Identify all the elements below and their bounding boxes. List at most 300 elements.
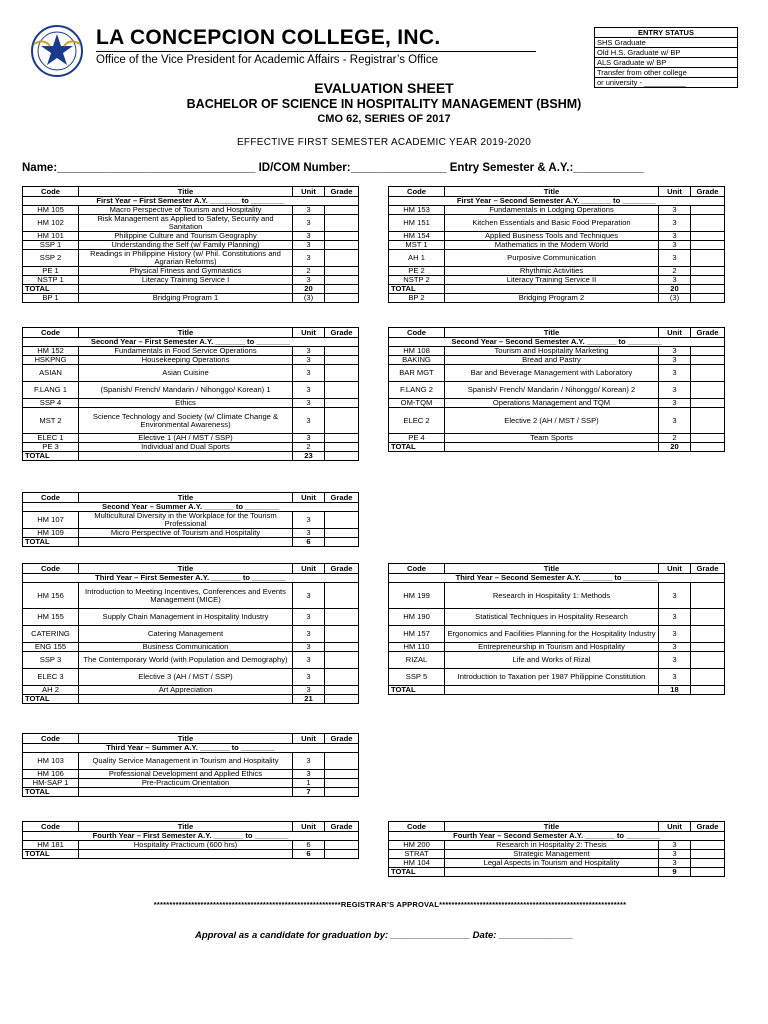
course-code: HM 101 <box>23 232 79 241</box>
column-header-code: Code <box>389 187 445 197</box>
course-row <box>389 643 725 652</box>
grade-cell[interactable] <box>691 652 725 669</box>
course-row <box>389 241 725 250</box>
grade-cell[interactable] <box>691 382 725 399</box>
course-row <box>23 669 359 686</box>
grade-cell[interactable] <box>325 850 359 859</box>
grade-cell[interactable] <box>325 382 359 399</box>
grade-cell[interactable] <box>691 206 725 215</box>
semester-heading: Fourth Year – First Semester A.Y. _______ to ________ <box>23 832 359 841</box>
grade-cell[interactable] <box>325 626 359 643</box>
grade-cell[interactable] <box>325 215 359 232</box>
grade-cell[interactable] <box>691 583 725 609</box>
entry-status-option[interactable]: ALS Graduate w/ BP <box>595 58 737 68</box>
total-row <box>23 285 359 294</box>
course-unit: 3 <box>659 232 691 241</box>
course-unit: 3 <box>659 399 691 408</box>
course-title: Statistical Techniques in Hospitality Research <box>445 609 659 626</box>
grade-cell[interactable] <box>325 285 359 294</box>
course-unit: 2 <box>659 434 691 443</box>
grade-cell[interactable] <box>691 241 725 250</box>
column-header-grade: Grade <box>691 328 725 338</box>
grade-cell[interactable] <box>325 770 359 779</box>
course-title: Mathematics in the Modern World <box>445 241 659 250</box>
course-title: Introduction to Meeting Incentives, Conferences and Events Management (MICE) <box>79 583 293 609</box>
grade-cell[interactable] <box>325 695 359 704</box>
entry-status-option[interactable]: Old H.S. Graduate w/ BP <box>595 48 737 58</box>
column-header-row <box>23 328 359 338</box>
grade-cell[interactable] <box>325 443 359 452</box>
grade-cell[interactable] <box>325 841 359 850</box>
course-row <box>389 206 725 215</box>
course-row <box>23 206 359 215</box>
course-row <box>23 652 359 669</box>
column-header-code: Code <box>23 734 79 744</box>
course-title: Asian Cuisine <box>79 365 293 382</box>
grade-cell[interactable] <box>325 538 359 547</box>
cmo-title: CMO 62, SERIES OF 2017 <box>317 113 451 125</box>
grade-cell[interactable] <box>325 686 359 695</box>
grade-cell[interactable] <box>325 753 359 770</box>
course-code: NSTP 1 <box>23 276 79 285</box>
semester-table-y1s1 <box>22 186 359 303</box>
course-row <box>389 859 725 868</box>
course-unit: 3 <box>293 215 325 232</box>
course-row <box>23 609 359 626</box>
course-code: HM 110 <box>389 643 445 652</box>
course-row <box>389 669 725 686</box>
grade-cell[interactable] <box>325 779 359 788</box>
course-unit: 3 <box>659 850 691 859</box>
semester-heading: Third Year – Summer A.Y. _______ to ________ <box>23 744 359 753</box>
course-row <box>389 850 725 859</box>
course-code: SSP 2 <box>23 250 79 267</box>
course-code: HM 152 <box>23 347 79 356</box>
grade-cell[interactable] <box>691 443 725 452</box>
course-row <box>389 267 725 276</box>
course-code: TOTAL <box>23 788 79 797</box>
course-row <box>23 753 359 770</box>
grade-cell[interactable] <box>691 859 725 868</box>
course-unit: 20 <box>293 285 325 294</box>
course-code: BP 2 <box>389 294 445 303</box>
grade-cell[interactable] <box>325 206 359 215</box>
grade-cell[interactable] <box>691 294 725 303</box>
course-code: F.LANG 1 <box>23 382 79 399</box>
course-code: PE 4 <box>389 434 445 443</box>
grade-cell[interactable] <box>325 347 359 356</box>
semester-heading-row <box>23 574 359 583</box>
course-title: Rhythmic Activities <box>445 267 659 276</box>
semester-heading: Third Year – Second Semester A.Y. _______ to ________ <box>389 574 725 583</box>
total-row <box>389 443 725 452</box>
course-unit: 3 <box>659 583 691 609</box>
course-title <box>79 452 293 461</box>
course-code: TOTAL <box>23 538 79 547</box>
entry-status-box <box>594 27 738 88</box>
course-code: RIZAL <box>389 652 445 669</box>
column-header-code: Code <box>389 564 445 574</box>
course-title: Bread and Pastry <box>445 356 659 365</box>
course-title: Literacy Training Service I <box>79 276 293 285</box>
grade-cell[interactable] <box>691 347 725 356</box>
course-code: HM 103 <box>23 753 79 770</box>
course-unit: 3 <box>293 529 325 538</box>
course-unit: 3 <box>293 408 325 434</box>
grade-cell[interactable] <box>691 868 725 877</box>
semester-heading-row <box>23 197 359 206</box>
course-row <box>389 347 725 356</box>
course-row <box>23 626 359 643</box>
grade-cell[interactable] <box>691 434 725 443</box>
grade-cell[interactable] <box>691 686 725 695</box>
course-unit: 3 <box>659 250 691 267</box>
course-title: Professional Development and Applied Ethics <box>79 770 293 779</box>
grade-cell[interactable] <box>691 276 725 285</box>
grade-cell[interactable] <box>325 356 359 365</box>
course-title <box>79 285 293 294</box>
course-unit: 3 <box>293 382 325 399</box>
column-header-unit: Unit <box>659 822 691 832</box>
course-unit: 3 <box>293 770 325 779</box>
column-header-grade: Grade <box>325 564 359 574</box>
grade-cell[interactable] <box>691 285 725 294</box>
column-header-code: Code <box>389 822 445 832</box>
course-title: Tourism and Hospitality Marketing <box>445 347 659 356</box>
course-code: ELEC 2 <box>389 408 445 434</box>
course-title: Life and Works of Rizal <box>445 652 659 669</box>
column-header-unit: Unit <box>293 734 325 744</box>
course-code: MST 1 <box>389 241 445 250</box>
course-title: Elective 2 (AH / MST / SSP) <box>445 408 659 434</box>
college-seal-logo <box>30 24 84 78</box>
grade-cell[interactable] <box>325 434 359 443</box>
grade-cell[interactable] <box>691 215 725 232</box>
course-row <box>23 779 359 788</box>
course-code: F.LANG 2 <box>389 382 445 399</box>
course-unit: 3 <box>659 206 691 215</box>
course-unit: 2 <box>659 267 691 276</box>
course-row <box>23 347 359 356</box>
course-row <box>389 434 725 443</box>
course-title: Fundamentals in Lodging Operations <box>445 206 659 215</box>
course-row <box>389 609 725 626</box>
semester-heading-row <box>389 832 725 841</box>
course-row <box>23 267 359 276</box>
grade-cell[interactable] <box>691 609 725 626</box>
course-code: ASIAN <box>23 365 79 382</box>
course-row <box>389 408 725 434</box>
grade-cell[interactable] <box>691 669 725 686</box>
course-code: STRAT <box>389 850 445 859</box>
course-unit: 6 <box>293 850 325 859</box>
course-unit: 2 <box>293 443 325 452</box>
course-row <box>23 276 359 285</box>
course-code: BAR MGT <box>389 365 445 382</box>
grade-cell[interactable] <box>691 232 725 241</box>
course-title: Catering Management <box>79 626 293 643</box>
course-row <box>23 434 359 443</box>
course-code: SSP 1 <box>23 241 79 250</box>
course-title: Science Technology and Society (w/ Climate Change & Environmental Awareness) <box>79 408 293 434</box>
course-row <box>23 529 359 538</box>
column-header-code: Code <box>23 328 79 338</box>
grade-cell[interactable] <box>691 399 725 408</box>
column-header-row <box>23 187 359 197</box>
course-code: HM 107 <box>23 512 79 529</box>
course-unit: 3 <box>293 399 325 408</box>
course-unit: 20 <box>659 443 691 452</box>
grade-cell[interactable] <box>325 643 359 652</box>
course-row <box>23 512 359 529</box>
course-code: SSP 3 <box>23 652 79 669</box>
course-unit: 3 <box>293 643 325 652</box>
course-code: HM 157 <box>389 626 445 643</box>
course-unit: 3 <box>659 382 691 399</box>
column-header-row <box>389 822 725 832</box>
column-header-unit: Unit <box>659 187 691 197</box>
grade-cell[interactable] <box>325 241 359 250</box>
course-unit: 3 <box>293 365 325 382</box>
grade-cell[interactable] <box>325 267 359 276</box>
course-unit: 6 <box>293 538 325 547</box>
course-unit: 3 <box>293 609 325 626</box>
course-code: NSTP 2 <box>389 276 445 285</box>
course-row <box>389 276 725 285</box>
course-code: HM 102 <box>23 215 79 232</box>
course-code: HM 200 <box>389 841 445 850</box>
course-title: Individual and Dual Sports <box>79 443 293 452</box>
effective-line: EFFECTIVE FIRST SEMESTER ACADEMIC YEAR 2019-2020 <box>236 137 532 148</box>
course-unit: 20 <box>659 285 691 294</box>
column-header-title: Title <box>445 187 659 197</box>
course-unit: 3 <box>659 609 691 626</box>
course-unit: 3 <box>659 276 691 285</box>
course-title: Physical Fitness and Gymnastics <box>79 267 293 276</box>
course-title: Ethics <box>79 399 293 408</box>
course-unit: 3 <box>293 232 325 241</box>
course-unit: 3 <box>293 356 325 365</box>
course-row <box>23 382 359 399</box>
course-title <box>445 686 659 695</box>
course-title: Fundamentals in Food Service Operations <box>79 347 293 356</box>
course-row <box>389 365 725 382</box>
course-code: HSKPNG <box>23 356 79 365</box>
course-title: Bridging Program 2 <box>445 294 659 303</box>
column-header-title: Title <box>79 564 293 574</box>
column-header-title: Title <box>79 187 293 197</box>
column-header-code: Code <box>23 822 79 832</box>
grade-cell[interactable] <box>325 529 359 538</box>
column-header-row <box>389 187 725 197</box>
grade-cell[interactable] <box>691 365 725 382</box>
grade-cell[interactable] <box>691 408 725 434</box>
semester-heading-row <box>389 197 725 206</box>
column-header-unit: Unit <box>659 564 691 574</box>
column-header-grade: Grade <box>691 822 725 832</box>
grade-cell[interactable] <box>691 841 725 850</box>
course-title: Elective 3 (AH / MST / SSP) <box>79 669 293 686</box>
column-header-grade: Grade <box>325 187 359 197</box>
total-row <box>23 788 359 797</box>
course-title: Spanish/ French/ Mandarin / Nihonggo/ Korean) 2 <box>445 382 659 399</box>
column-header-title: Title <box>79 328 293 338</box>
course-title: Micro Perspective of Tourism and Hospitality <box>79 529 293 538</box>
column-header-code: Code <box>23 187 79 197</box>
grade-cell[interactable] <box>691 643 725 652</box>
course-unit: 3 <box>293 276 325 285</box>
column-header-row <box>23 822 359 832</box>
grade-cell[interactable] <box>325 583 359 609</box>
column-header-title: Title <box>79 734 293 744</box>
student-info-line[interactable]: Name:_______________________________ ID/COM Number:_______________ Entry Semester & A.Y.:___________ <box>22 162 644 174</box>
course-title <box>445 443 659 452</box>
course-code: BAKING <box>389 356 445 365</box>
course-row <box>389 583 725 609</box>
course-row <box>23 215 359 232</box>
course-title: Ergonomics and Facilities Planning for the Hospitality Industry <box>445 626 659 643</box>
course-title: Introduction to Taxation per 1987 Philippine Constitution <box>445 669 659 686</box>
course-title: Macro Perspective of Tourism and Hospitality <box>79 206 293 215</box>
grade-cell[interactable] <box>325 232 359 241</box>
course-code: PE 1 <box>23 267 79 276</box>
semester-table-y2sum <box>22 492 359 547</box>
grade-cell[interactable] <box>691 250 725 267</box>
course-unit: 3 <box>659 347 691 356</box>
course-title: Elective 1 (AH / MST / SSP) <box>79 434 293 443</box>
course-title: Research in Hospitality 2: Thesis <box>445 841 659 850</box>
grade-cell[interactable] <box>325 609 359 626</box>
grade-cell[interactable] <box>691 267 725 276</box>
course-code: HM 199 <box>389 583 445 609</box>
semester-table-y4s1 <box>22 821 359 859</box>
course-code: TOTAL <box>389 443 445 452</box>
column-header-row <box>23 734 359 744</box>
course-row <box>389 250 725 267</box>
entry-status-option[interactable]: or university - __________ <box>597 78 686 87</box>
grade-cell[interactable] <box>325 365 359 382</box>
entry-status-option[interactable]: Transfer from other college <box>595 68 737 78</box>
semester-heading: First Year – Second Semester A.Y. _______ to ________ <box>389 197 725 206</box>
grade-cell[interactable] <box>691 356 725 365</box>
grade-cell[interactable] <box>325 669 359 686</box>
course-code: ELEC 3 <box>23 669 79 686</box>
course-code: BP 1 <box>23 294 79 303</box>
semester-heading-row <box>23 832 359 841</box>
semester-heading-row <box>23 338 359 347</box>
column-header-title: Title <box>445 328 659 338</box>
header <box>30 24 590 74</box>
course-title: Purposive Communication <box>445 250 659 267</box>
grade-cell[interactable] <box>325 788 359 797</box>
course-title: Understanding the Self (w/ Family Planning) <box>79 241 293 250</box>
semester-table-y1s2 <box>388 186 725 303</box>
course-unit: 3 <box>659 626 691 643</box>
grade-cell[interactable] <box>325 512 359 529</box>
total-row <box>23 695 359 704</box>
course-code: SSP 5 <box>389 669 445 686</box>
total-row <box>23 452 359 461</box>
grade-cell[interactable] <box>325 250 359 267</box>
semester-heading: Third Year – First Semester A.Y. _______ to ________ <box>23 574 359 583</box>
grade-cell[interactable] <box>691 850 725 859</box>
course-unit: (3) <box>659 294 691 303</box>
semester-heading: Second Year – First Semester A.Y. _______ to ________ <box>23 338 359 347</box>
grade-cell[interactable] <box>325 276 359 285</box>
course-unit: 3 <box>293 512 325 529</box>
course-row <box>389 356 725 365</box>
course-unit: 1 <box>293 779 325 788</box>
course-row <box>389 294 725 303</box>
column-header-unit: Unit <box>293 328 325 338</box>
column-header-row <box>389 328 725 338</box>
semester-heading-row <box>389 338 725 347</box>
course-title: Team Sports <box>445 434 659 443</box>
grade-cell[interactable] <box>691 626 725 643</box>
total-row <box>23 850 359 859</box>
course-title <box>79 695 293 704</box>
course-unit: 3 <box>293 434 325 443</box>
grade-cell[interactable] <box>325 652 359 669</box>
course-row <box>23 399 359 408</box>
course-unit: 3 <box>293 583 325 609</box>
course-code: ELEC 1 <box>23 434 79 443</box>
total-row <box>23 538 359 547</box>
registrar-approval-line: ************************************************************REGISTRAR’S APPROVAL************************************************************ <box>153 900 627 909</box>
course-row <box>23 241 359 250</box>
course-title: Literacy Training Service II <box>445 276 659 285</box>
course-code: HM 156 <box>23 583 79 609</box>
grade-cell[interactable] <box>325 399 359 408</box>
course-row <box>389 399 725 408</box>
semester-table-y3s1 <box>22 563 359 704</box>
course-title: Housekeeping Operations <box>79 356 293 365</box>
column-header-unit: Unit <box>293 564 325 574</box>
course-title <box>79 788 293 797</box>
course-title: Strategic Management <box>445 850 659 859</box>
grade-cell[interactable] <box>325 294 359 303</box>
entry-status-option[interactable]: SHS Graduate <box>595 38 737 48</box>
course-row <box>23 686 359 695</box>
course-code: TOTAL <box>389 285 445 294</box>
course-code: TOTAL <box>23 452 79 461</box>
course-code: OM-TQM <box>389 399 445 408</box>
course-code: HM 181 <box>23 841 79 850</box>
graduation-approval-line[interactable]: Approval as a candidate for graduation by: _______________ Date: ______________ <box>194 930 574 941</box>
column-header-title: Title <box>445 822 659 832</box>
course-code: SSP 4 <box>23 399 79 408</box>
course-code: HM-SAP 1 <box>23 779 79 788</box>
column-header-code: Code <box>23 493 79 503</box>
column-header-grade: Grade <box>691 564 725 574</box>
course-row <box>23 443 359 452</box>
course-title: Bridging Program 1 <box>79 294 293 303</box>
semester-table-y2s1 <box>22 327 359 461</box>
course-title: Business Communication <box>79 643 293 652</box>
grade-cell[interactable] <box>325 408 359 434</box>
course-title: Bar and Beverage Management with Laboratory <box>445 365 659 382</box>
course-title: Risk Management as Applied to Safety, Security and Sanitation <box>79 215 293 232</box>
column-header-code: Code <box>389 328 445 338</box>
course-unit: 3 <box>659 669 691 686</box>
column-header-unit: Unit <box>293 822 325 832</box>
course-code: HM 108 <box>389 347 445 356</box>
grade-cell[interactable] <box>325 452 359 461</box>
semester-table-y2s2 <box>388 327 725 452</box>
course-code: HM 153 <box>389 206 445 215</box>
course-unit: 3 <box>293 347 325 356</box>
column-header-row <box>23 493 359 503</box>
